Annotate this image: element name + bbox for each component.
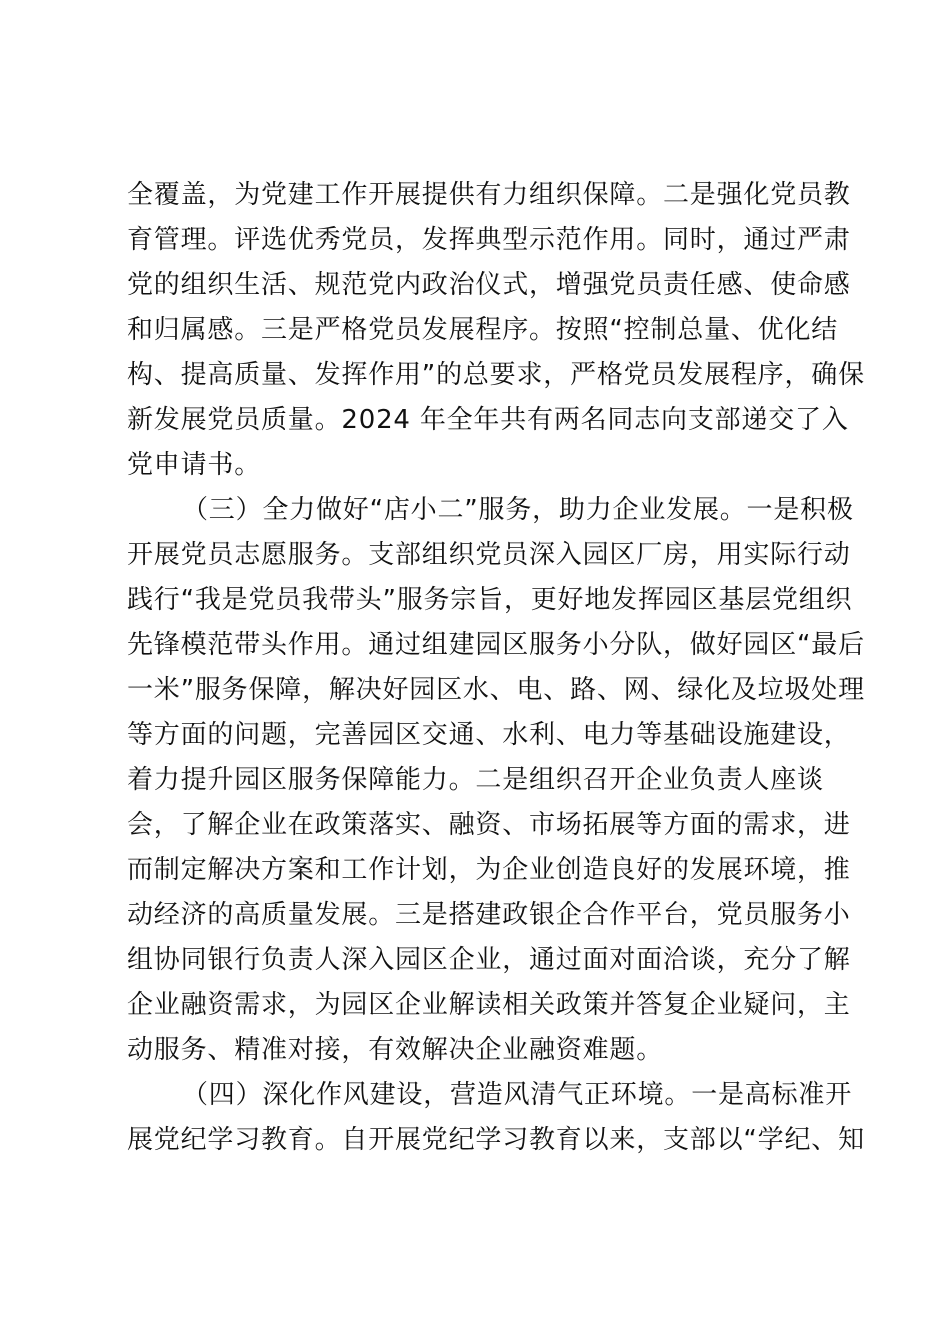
text-line: 和归属感。三是严格党员发展程序。按照“控制总量、优化结 xyxy=(127,315,839,345)
text-line: 组协同银行负责人深入园区企业，通过面对面洽谈，充分了解 xyxy=(127,945,851,975)
section-heading-line: （三）全力做好“店小二”服务，助力企业发展。一是积极 xyxy=(182,495,854,525)
text-line: 等方面的问题，完善园区交通、水利、电力等基础设施建设， xyxy=(127,720,851,750)
text-line: 着力提升园区服务保障能力。二是组织召开企业负责人座谈 xyxy=(127,765,824,795)
text-line: 展党纪学习教育。自开展党纪学习教育以来，支部以“学纪、知 xyxy=(127,1125,865,1155)
body-text xyxy=(127,173,865,1163)
text-line: 党申请书。 xyxy=(127,450,262,480)
text-line: 党的组织生活、规范党内政治仪式，增强党员责任感、使命感 xyxy=(127,270,851,300)
text-line: 动服务、精准对接，有效解决企业融资难题。 xyxy=(127,1035,664,1065)
text-line: 而制定解决方案和工作计划，为企业创造良好的发展环境，推 xyxy=(127,855,851,885)
text-line: 一米”服务保障，解决好园区水、电、路、网、绿化及垃圾处理 xyxy=(127,675,865,705)
text-line: 先锋模范带头作用。通过组建园区服务小分队，做好园区“最后 xyxy=(127,630,865,660)
text-line: 构、提高质量、发挥作用”的总要求，严格党员发展程序，确保 xyxy=(127,360,865,390)
text-line: 全覆盖，为党建工作开展提供有力组织保障。二是强化党员教 xyxy=(127,180,851,210)
text-line: 动经济的高质量发展。三是搭建政银企合作平台，党员服务小 xyxy=(127,900,851,930)
text-line: 育管理。评选优秀党员，发挥典型示范作用。同时，通过严肃 xyxy=(127,225,851,255)
text-line: 会，了解企业在政策落实、融资、市场拓展等方面的需求，进 xyxy=(127,810,851,840)
text-line: 企业融资需求，为园区企业解读相关政策并答复企业疑问，主 xyxy=(127,990,851,1020)
text-line: 新发展党员质量。2024 年全年共有两名同志向支部递交了入 xyxy=(127,405,849,435)
text-line: 开展党员志愿服务。支部组织党员深入园区厂房，用实际行动 xyxy=(127,540,851,570)
section-heading-line: （四）深化作风建设，营造风清气正环境。一是高标准开 xyxy=(182,1080,853,1110)
text-line: 践行“我是党员我带头”服务宗旨，更好地发挥园区基层党组织 xyxy=(127,585,853,615)
